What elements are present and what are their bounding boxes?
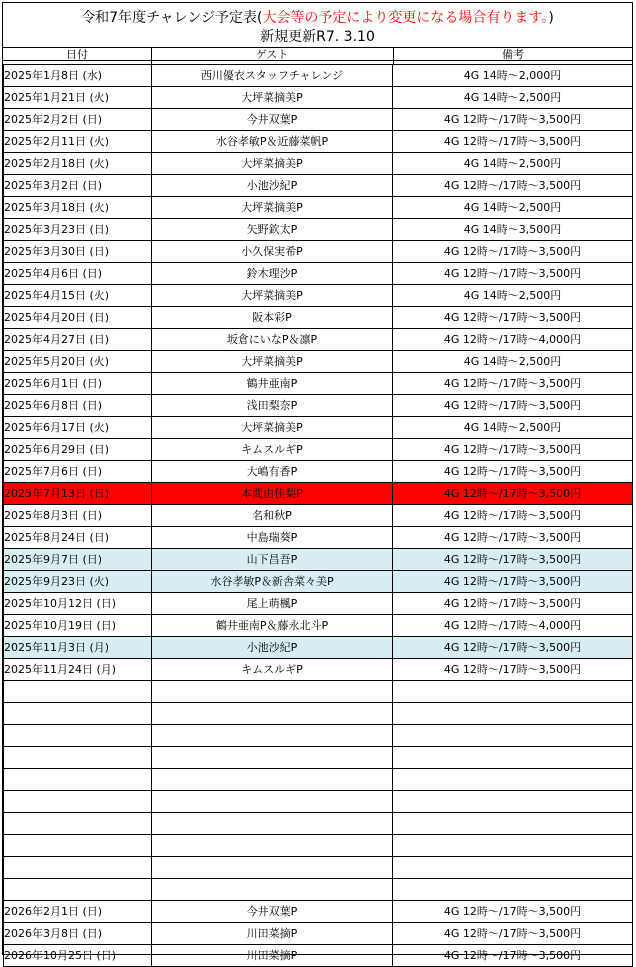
guest-cell: 西川優衣スタッフチャレンジ (152, 65, 393, 87)
schedule-sheet (2, 2, 633, 962)
guest-cell: キムスルギP (152, 439, 393, 461)
guest-cell: 名和秋P (152, 505, 393, 527)
note-cell (393, 835, 633, 857)
table-row (4, 197, 633, 219)
date-cell: 2025年11月24日 (月) (4, 659, 152, 681)
table-row (4, 703, 633, 725)
date-cell: 2025年6月8日 (日) (4, 395, 152, 417)
date-cell: 2026年2月1日 (日) (4, 901, 152, 923)
date-cell (4, 703, 152, 725)
guest-cell (152, 769, 393, 791)
table-row (4, 417, 633, 439)
note-cell: 4G 14時～3,500円 (393, 219, 633, 241)
note-cell: 4G 12時～/17時～3,500円 (393, 901, 633, 923)
table-row (4, 571, 633, 593)
guest-cell: 大坪菜摘美P (152, 417, 393, 439)
note-cell: 4G 12時～/17時～3,500円 (393, 109, 633, 131)
change-warning: 大会等の予定により変更になる場合有ります。 (262, 10, 549, 26)
date-cell: 2025年4月27日 (日) (4, 329, 152, 351)
table-row (4, 373, 633, 395)
table-row (4, 307, 633, 329)
guest-cell: 水谷孝敏P＆近藤菜帆P (152, 131, 393, 153)
date-cell: 2025年1月21日 (火) (4, 87, 152, 109)
note-cell: 4G 12時～/17時～3,500円 (393, 549, 633, 571)
note-cell: 4G 12時～/17時～3,500円 (393, 571, 633, 593)
table-row (4, 263, 633, 285)
table-row (4, 527, 633, 549)
guest-cell: 水谷孝敏P＆新舎菜々美P (152, 571, 393, 593)
date-cell: 2025年1月8日 (水) (4, 65, 152, 87)
table-row (4, 747, 633, 769)
header-divider (393, 47, 394, 64)
guest-cell (152, 857, 393, 879)
date-cell: 2025年10月12日 (日) (4, 593, 152, 615)
date-cell: 2025年4月6日 (日) (4, 263, 152, 285)
table-row (4, 857, 633, 879)
note-cell: 4G 14時～2,500円 (393, 87, 633, 109)
note-cell: 4G 14時～2,500円 (393, 285, 633, 307)
table-row (4, 593, 633, 615)
date-cell: 2026年3月8日 (日) (4, 923, 152, 945)
date-cell: 2025年3月30日 (日) (4, 241, 152, 263)
table-row (4, 131, 633, 153)
date-cell: 2025年7月13日 (日) (4, 483, 152, 505)
note-cell: 4G 12時～/17時～3,500円 (393, 593, 633, 615)
guest-cell (152, 747, 393, 769)
table-row (4, 725, 633, 747)
note-cell: 4G 14時～2,500円 (393, 197, 633, 219)
note-cell (393, 769, 633, 791)
guest-cell: 大坪菜摘美P (152, 285, 393, 307)
guest-cell: 中島瑞葵P (152, 527, 393, 549)
guest-cell (152, 791, 393, 813)
table-row (4, 461, 633, 483)
table-row (4, 659, 633, 681)
date-cell (4, 725, 152, 747)
table-row (4, 923, 633, 945)
note-cell: 4G 14時～2,500円 (393, 417, 633, 439)
table-row (4, 241, 633, 263)
guest-cell: 坂倉にいなP＆凛P (152, 329, 393, 351)
guest-cell: 鶴井亜南P＆藤永北斗P (152, 615, 393, 637)
guest-cell: 本間由佳梨P (152, 483, 393, 505)
page-title: 令和7年度チャレンジ予定表( (81, 10, 263, 26)
date-cell: 2025年8月24日 (日) (4, 527, 152, 549)
guest-cell (152, 835, 393, 857)
note-cell: 4G 14時～2,500円 (393, 351, 633, 373)
column-header-date: 日付 (66, 48, 88, 61)
table-row (4, 549, 633, 571)
note-cell: 4G 12時～/17時～3,500円 (393, 241, 633, 263)
guest-cell: 鈴木理沙P (152, 263, 393, 285)
table-row (4, 505, 633, 527)
column-header-row (3, 47, 632, 61)
date-cell (4, 769, 152, 791)
column-header-note: 備考 (502, 48, 524, 61)
guest-cell: 小池沙紀P (152, 175, 393, 197)
guest-cell (152, 681, 393, 703)
table-row (4, 945, 633, 967)
column-header-guest: ゲスト (255, 48, 289, 61)
note-cell: 4G 12時～/17時～3,500円 (393, 395, 633, 417)
table-row (4, 329, 633, 351)
date-cell: 2025年2月11日 (火) (4, 131, 152, 153)
note-cell: 4G 12時～/17時～3,500円 (393, 483, 633, 505)
note-cell (393, 747, 633, 769)
note-cell: 4G 12時～/17時～3,500円 (393, 263, 633, 285)
guest-cell: 浅田梨奈P (152, 395, 393, 417)
note-cell: 4G 12時～/17時～3,500円 (393, 461, 633, 483)
table-row (4, 109, 633, 131)
note-cell: 4G 12時～/17時～3,500円 (393, 307, 633, 329)
table-row (4, 439, 633, 461)
title-line (3, 9, 632, 27)
date-cell (4, 681, 152, 703)
note-cell: 4G 12時～/17時～3,500円 (393, 373, 633, 395)
guest-cell: 大坪菜摘美P (152, 197, 393, 219)
date-cell: 2025年2月18日 (火) (4, 153, 152, 175)
date-cell: 2025年6月17日 (火) (4, 417, 152, 439)
table-row (4, 65, 633, 87)
note-cell: 4G 12時～/17時～3,500円 (393, 131, 633, 153)
date-cell: 2025年4月15日 (火) (4, 285, 152, 307)
date-cell: 2026年10月25日 (日) (4, 945, 152, 967)
table-row (4, 637, 633, 659)
guest-cell (152, 813, 393, 835)
date-cell (4, 879, 152, 901)
date-cell: 2025年5月20日 (火) (4, 351, 152, 373)
table-row (4, 153, 633, 175)
date-cell: 2025年2月2日 (日) (4, 109, 152, 131)
guest-cell: 山下昌吾P (152, 549, 393, 571)
header-divider (151, 47, 152, 64)
note-cell: 4G 12時～/17時～3,500円 (393, 945, 633, 967)
guest-cell: 川田菜摘P (152, 923, 393, 945)
date-cell (4, 857, 152, 879)
date-cell: 2025年9月23日 (火) (4, 571, 152, 593)
note-cell: 4G 12時～/17時～3,500円 (393, 439, 633, 461)
title-block (3, 3, 632, 47)
date-cell: 2025年4月20日 (日) (4, 307, 152, 329)
date-cell (4, 791, 152, 813)
guest-cell: 川田菜摘P (152, 945, 393, 967)
note-cell: 4G 14時～2,000円 (393, 65, 633, 87)
table-row (4, 285, 633, 307)
note-cell: 4G 14時～2,500円 (393, 153, 633, 175)
schedule-table (3, 64, 633, 967)
table-row (4, 615, 633, 637)
guest-cell: 今井双葉P (152, 109, 393, 131)
guest-cell: 尾上萌楓P (152, 593, 393, 615)
table-row (4, 681, 633, 703)
guest-cell: キムスルギP (152, 659, 393, 681)
table-row (4, 835, 633, 857)
table-row (4, 791, 633, 813)
note-cell (393, 681, 633, 703)
note-cell: 4G 12時～/17時～4,000円 (393, 615, 633, 637)
date-cell: 2025年6月29日 (日) (4, 439, 152, 461)
table-row (4, 175, 633, 197)
guest-cell (152, 879, 393, 901)
date-cell: 2025年6月1日 (日) (4, 373, 152, 395)
note-cell (393, 813, 633, 835)
date-cell: 2025年9月7日 (日) (4, 549, 152, 571)
date-cell: 2025年11月3日 (月) (4, 637, 152, 659)
update-note: 新規更新R7. 3.10 (260, 29, 375, 45)
guest-cell: 矢野欽太P (152, 219, 393, 241)
guest-cell: 鶴井亜南P (152, 373, 393, 395)
guest-cell: 今井双葉P (152, 901, 393, 923)
note-cell: 4G 12時～/17時～3,500円 (393, 923, 633, 945)
table-row (4, 769, 633, 791)
date-cell (4, 747, 152, 769)
guest-cell: 大坪菜摘美P (152, 351, 393, 373)
note-cell (393, 725, 633, 747)
guest-cell: 大坪菜摘美P (152, 87, 393, 109)
guest-cell (152, 703, 393, 725)
table-row (4, 219, 633, 241)
note-cell (393, 703, 633, 725)
note-cell: 4G 12時～/17時～4,000円 (393, 329, 633, 351)
note-cell (393, 857, 633, 879)
note-cell: 4G 12時～/17時～3,500円 (393, 659, 633, 681)
note-cell: 4G 12時～/17時～3,500円 (393, 505, 633, 527)
date-cell: 2025年3月2日 (日) (4, 175, 152, 197)
note-cell: 4G 12時～/17時～3,500円 (393, 527, 633, 549)
guest-cell (152, 725, 393, 747)
note-cell (393, 879, 633, 901)
date-cell: 2025年8月3日 (日) (4, 505, 152, 527)
guest-cell: 小池沙紀P (152, 637, 393, 659)
guest-cell: 小久保実希P (152, 241, 393, 263)
table-row (4, 395, 633, 417)
date-cell (4, 835, 152, 857)
table-row (4, 87, 633, 109)
guest-cell: 大嶋有香P (152, 461, 393, 483)
table-row (4, 813, 633, 835)
table-row (4, 483, 633, 505)
guest-cell: 阪本彩P (152, 307, 393, 329)
note-cell (393, 791, 633, 813)
date-cell (4, 813, 152, 835)
note-cell: 4G 12時～/17時～3,500円 (393, 637, 633, 659)
date-cell: 2025年3月18日 (火) (4, 197, 152, 219)
guest-cell: 大坪菜摘美P (152, 153, 393, 175)
table-row (4, 351, 633, 373)
table-row (4, 879, 633, 901)
date-cell: 2025年7月6日 (日) (4, 461, 152, 483)
note-cell: 4G 12時～/17時～3,500円 (393, 175, 633, 197)
table-row (4, 901, 633, 923)
date-cell: 2025年3月23日 (日) (4, 219, 152, 241)
date-cell: 2025年10月19日 (日) (4, 615, 152, 637)
title-close: ) (548, 10, 554, 26)
